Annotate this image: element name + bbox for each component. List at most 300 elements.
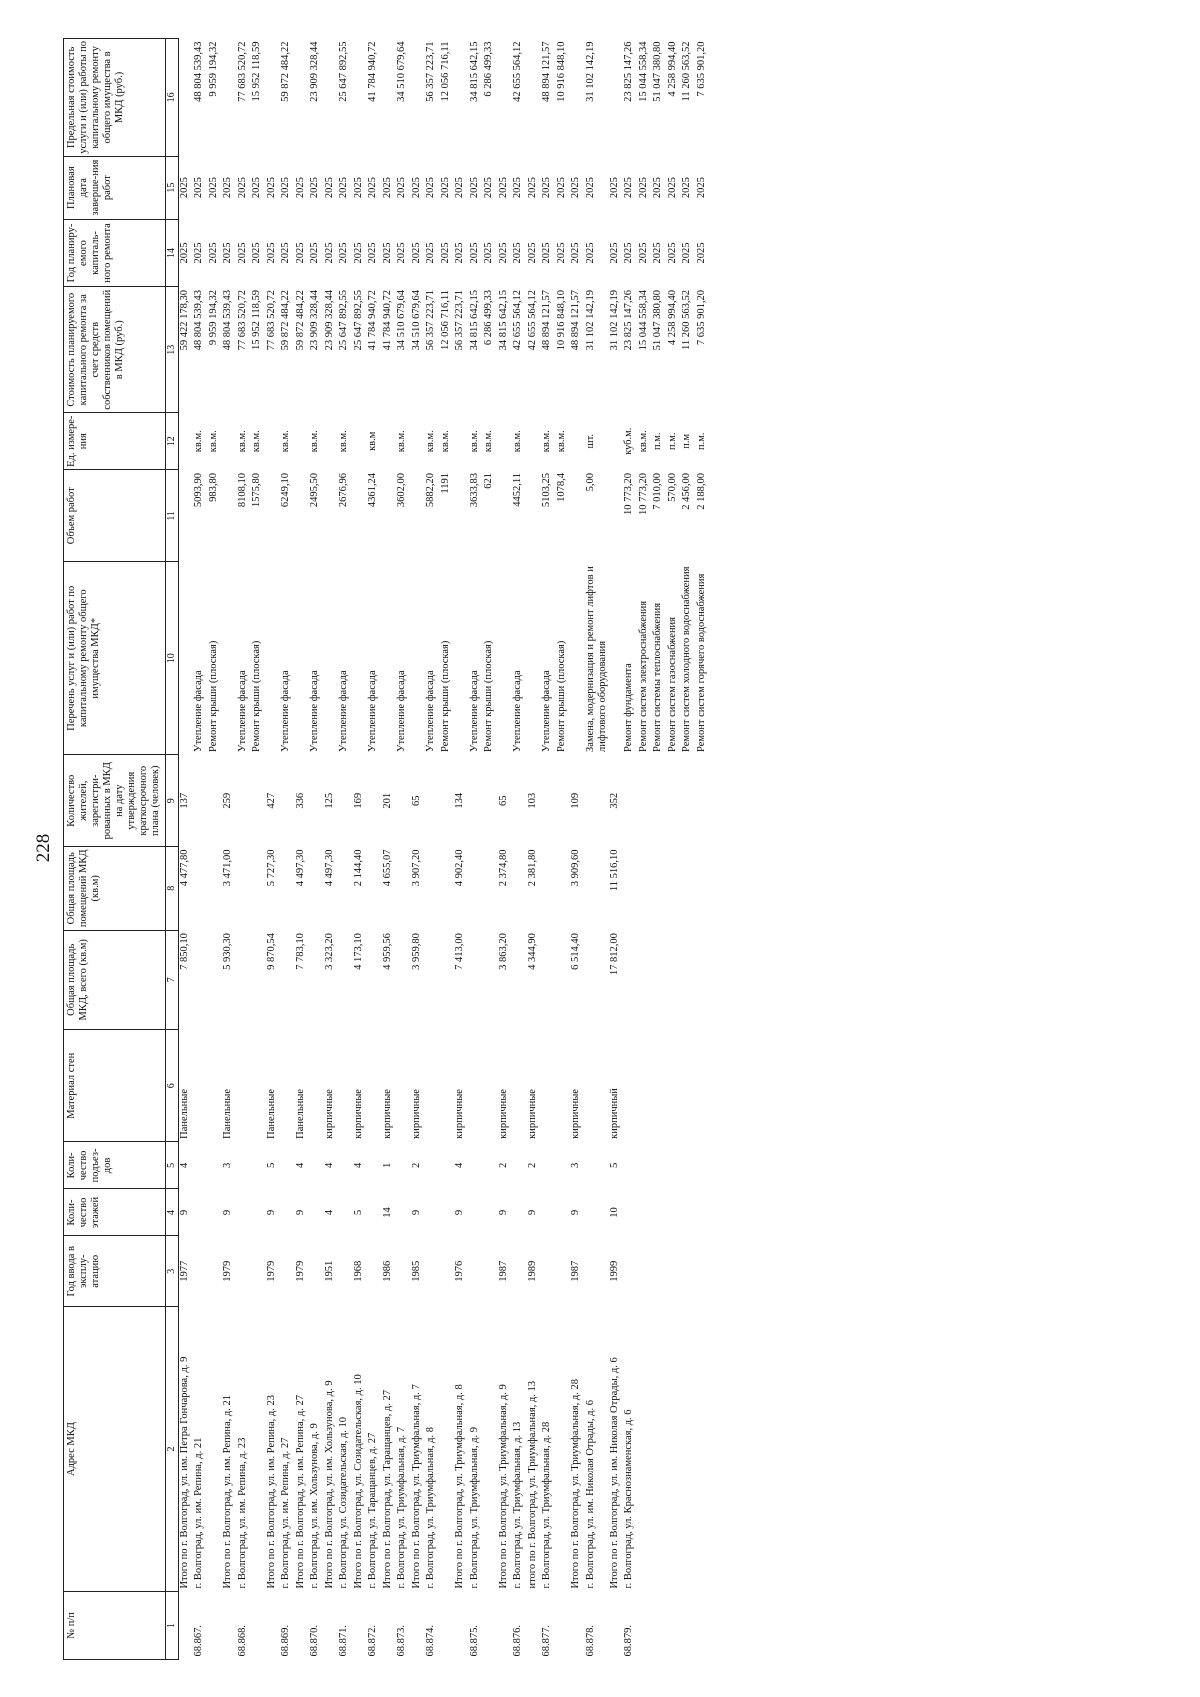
cell-residents: 65 xyxy=(497,795,509,806)
cell-area-rooms xyxy=(512,846,527,930)
cell-entrances xyxy=(208,1142,223,1189)
cell-unit xyxy=(411,412,426,470)
cell-end-date: 2025 xyxy=(338,177,349,199)
cell-work: Утепление фасада xyxy=(280,670,291,752)
cell-floors: 9 xyxy=(526,1209,538,1216)
cell-work xyxy=(527,562,542,755)
cell-floors xyxy=(208,1189,223,1236)
cell-limit-cost: 31 102 142,19 xyxy=(584,41,596,102)
table-row xyxy=(280,39,295,1660)
cell-limit-cost: 15 952 118,59 xyxy=(251,41,262,102)
cell-cost: 34 815 642,15 xyxy=(497,290,509,351)
cell-area-total xyxy=(280,930,295,1029)
cell-area-total: 3 959,80 xyxy=(410,933,422,970)
cell-cost: 42 655 564,12 xyxy=(526,290,538,351)
cell-unit xyxy=(527,412,542,470)
cell-unit: п.м. xyxy=(695,432,707,450)
cell-volume: 10 773,20 xyxy=(623,473,635,515)
cell-address xyxy=(638,1307,653,1592)
cell-wall-material xyxy=(667,1029,682,1141)
cell-residents xyxy=(623,755,638,847)
cell-plan-year: 2025 xyxy=(695,242,707,264)
cell-cost: 15 044 558,34 xyxy=(637,290,649,351)
cell-year xyxy=(638,1236,653,1307)
cell-area-total: 4 173,10 xyxy=(352,933,364,970)
table-row xyxy=(527,39,542,1660)
cell-unit: кв.м. xyxy=(396,430,407,453)
table-row xyxy=(208,39,223,1660)
cell-limit-cost xyxy=(382,39,397,157)
document-page xyxy=(25,28,1175,1668)
column-number: 11 xyxy=(165,470,178,562)
cell-floors xyxy=(309,1189,324,1236)
cell-number: 68.874. xyxy=(425,1625,436,1657)
cell-entrances xyxy=(512,1142,527,1189)
cell-plan-year: 2025 xyxy=(541,242,552,264)
cell-area-rooms: 2 374,80 xyxy=(497,849,509,887)
cell-area-total xyxy=(681,930,696,1029)
cell-entrances xyxy=(556,1142,571,1189)
cell-number xyxy=(609,1592,624,1660)
cell-number xyxy=(295,1592,310,1660)
cell-floors xyxy=(667,1189,682,1236)
cell-cost: 41 784 940,72 xyxy=(381,290,393,351)
cell-unit: кв.м. xyxy=(555,430,567,453)
cell-unit: кв.м. xyxy=(236,430,248,453)
cell-address: Итого по г. Волгоград, ул. им. Хользунова, д. 9 xyxy=(323,1380,335,1589)
cell-entrances: 5 xyxy=(608,1162,620,1169)
cell-work: Ремонт фундамента xyxy=(623,663,635,752)
cell-address: итого по г. Волгоград, ул. Триумфальная, д. 13 xyxy=(526,1381,538,1589)
cell-volume: 5093,90 xyxy=(193,473,204,508)
table-row xyxy=(454,39,469,1660)
cell-area-rooms xyxy=(396,846,411,930)
cell-wall-material: кирпичные xyxy=(352,1089,364,1139)
column-number: 3 xyxy=(165,1236,178,1307)
cell-area-total xyxy=(396,930,411,1029)
cell-residents: 103 xyxy=(526,792,538,809)
cell-number xyxy=(440,1592,455,1660)
cell-entrances xyxy=(541,1142,556,1189)
cell-entrances: 2 xyxy=(497,1162,509,1169)
cell-area-rooms xyxy=(667,846,682,930)
cell-residents xyxy=(541,755,556,847)
header-cell-year: Год ввода в эксплу-атацию xyxy=(64,1236,166,1307)
cell-area-total: 7 850,10 xyxy=(178,933,190,970)
cell-area-total xyxy=(556,930,571,1029)
cell-plan-year: 2025 xyxy=(555,242,567,264)
cell-limit-cost: 77 683 520,72 xyxy=(236,41,248,102)
cell-limit-cost: 48 804 539,43 xyxy=(193,41,204,102)
cell-end-date: 2025 xyxy=(178,177,190,199)
cell-floors: 4 xyxy=(323,1209,335,1216)
table-body xyxy=(178,39,710,1660)
table-header xyxy=(64,39,179,1660)
cell-wall-material xyxy=(556,1029,571,1141)
cell-unit xyxy=(324,412,339,470)
cell-entrances xyxy=(425,1142,440,1189)
cell-address xyxy=(696,1307,711,1592)
cell-volume: 4361,24 xyxy=(367,473,378,508)
cell-residents: 125 xyxy=(323,792,335,809)
cell-residents: 201 xyxy=(381,792,393,809)
cell-volume xyxy=(498,470,513,562)
cell-limit-cost xyxy=(324,39,339,157)
cell-area-total xyxy=(512,930,527,1029)
cell-address: Итого по г. Волгоград, ул. им. Репина, д. 21 xyxy=(222,1394,233,1589)
header-cell-end-date: Плановая дата заверше-ния работ xyxy=(64,156,166,219)
cell-volume xyxy=(570,470,585,562)
cell-area-rooms xyxy=(193,846,208,930)
cell-cost: 48 894 121,57 xyxy=(570,290,581,351)
cell-limit-cost: 12 056 716,11 xyxy=(439,41,451,102)
cell-plan-year: 2025 xyxy=(251,242,262,264)
cell-work: Утепление фасада xyxy=(468,670,480,752)
cell-wall-material xyxy=(367,1029,382,1141)
cell-entrances: 4 xyxy=(454,1162,465,1169)
cell-area-total xyxy=(309,930,324,1029)
header-cell-residents: Количество жителей, зарегистри-рованных в МКД на дату утверждения краткосрочного плана (человек) xyxy=(64,755,166,847)
cell-residents: 137 xyxy=(178,792,190,809)
cell-unit xyxy=(266,412,281,470)
cell-wall-material xyxy=(193,1029,208,1141)
cell-area-rooms xyxy=(280,846,295,930)
cell-work xyxy=(353,562,368,755)
cell-address: Итого по г. Волгоград, ул. им. Репина, д. 27 xyxy=(294,1394,306,1589)
cell-entrances xyxy=(367,1142,382,1189)
cell-number xyxy=(638,1592,653,1660)
cell-cost: 77 683 520,72 xyxy=(236,290,248,351)
cell-cost: 23 909 328,44 xyxy=(323,290,335,351)
cell-end-date: 2025 xyxy=(425,177,436,199)
cell-entrances: 3 xyxy=(222,1162,233,1169)
cell-work: Ремонт систем электроснабжения xyxy=(637,600,649,752)
cell-residents xyxy=(652,755,667,847)
table-row xyxy=(512,39,527,1660)
cell-floors xyxy=(280,1189,295,1236)
cell-volume xyxy=(609,470,624,562)
cell-area-total: 3 863,20 xyxy=(497,933,509,970)
cell-work: Замена, модернизация и ремонт лифтов и лифтового оборудования xyxy=(584,566,608,752)
cell-number xyxy=(696,1592,711,1660)
cell-end-date: 2025 xyxy=(526,177,538,199)
cell-wall-material: кирпичные xyxy=(381,1089,393,1139)
cell-end-date: 2025 xyxy=(323,177,335,199)
cell-wall-material xyxy=(638,1029,653,1141)
cell-entrances xyxy=(338,1142,353,1189)
cell-entrances: 5 xyxy=(265,1162,277,1169)
cell-area-rooms: 4 497,30 xyxy=(294,849,306,887)
cell-floors: 5 xyxy=(352,1209,364,1216)
table-row xyxy=(367,39,382,1660)
cell-address: г. Волгоград, ул. Триумфальная, д. 7 xyxy=(396,1426,407,1589)
cell-address: г. Волгоград, ул. Триумфальная, д. 13 xyxy=(512,1421,523,1589)
header-cell-limit-cost: Предельная стоимость услуги и (или) работы по капитальному ремонту общего имущества в МКД (руб.) xyxy=(64,39,166,157)
cell-unit xyxy=(353,412,368,470)
cell-volume: 621 xyxy=(483,473,494,489)
cell-year xyxy=(696,1236,711,1307)
cell-entrances xyxy=(667,1142,682,1189)
cell-residents xyxy=(696,755,711,847)
cell-entrances xyxy=(280,1142,295,1189)
cell-address: г. Волгоград, ул. Триумфальная, д. 8 xyxy=(425,1426,436,1589)
cell-number xyxy=(556,1592,571,1660)
cell-address xyxy=(483,1307,498,1592)
cell-year xyxy=(667,1236,682,1307)
cell-area-rooms: 4 477,80 xyxy=(178,849,190,887)
cell-floors xyxy=(251,1189,266,1236)
cell-work: Утепление фасада xyxy=(309,670,320,752)
cell-floors: 14 xyxy=(381,1207,393,1218)
cell-work: Утепление фасада xyxy=(338,670,349,752)
cell-limit-cost xyxy=(609,39,624,157)
cell-cost: 31 102 142,19 xyxy=(608,290,620,351)
cell-wall-material xyxy=(512,1029,527,1141)
cell-volume: 5882,20 xyxy=(425,473,436,508)
cell-work xyxy=(411,562,426,755)
cell-floors: 9 xyxy=(497,1209,509,1216)
cell-residents xyxy=(237,755,252,847)
cell-wall-material xyxy=(208,1029,223,1141)
table-row xyxy=(396,39,411,1660)
table-row xyxy=(295,39,310,1660)
cell-floors: 9 xyxy=(222,1209,233,1216)
cell-plan-year: 2025 xyxy=(280,242,291,264)
cell-end-date: 2025 xyxy=(584,177,596,199)
cell-number xyxy=(353,1592,368,1660)
cell-volume: 983,80 xyxy=(207,473,219,502)
cell-wall-material xyxy=(440,1029,455,1141)
cell-wall-material: Панельные xyxy=(294,1089,306,1139)
cell-residents xyxy=(367,755,382,847)
cell-wall-material xyxy=(280,1029,295,1141)
cell-plan-year: 2025 xyxy=(207,242,219,264)
cell-floors: 9 xyxy=(265,1209,277,1216)
cell-volume: 6249,10 xyxy=(280,473,291,508)
cell-work: Утепление фасада xyxy=(396,670,407,752)
table-row xyxy=(469,39,484,1660)
cell-area-rooms xyxy=(556,846,571,930)
cell-entrances: 2 xyxy=(410,1162,422,1169)
cell-cost: 25 647 892,55 xyxy=(352,290,364,351)
cell-volume: 2495,50 xyxy=(309,473,320,508)
cell-volume xyxy=(353,470,368,562)
cell-volume: 10 773,20 xyxy=(637,473,649,515)
table-row xyxy=(309,39,324,1660)
cell-unit: кв.м. xyxy=(468,430,480,453)
cell-end-date: 2025 xyxy=(623,177,635,199)
cell-cost: 51 047 380,80 xyxy=(652,290,664,351)
cell-year: 1977 xyxy=(178,1260,190,1282)
cell-entrances: 3 xyxy=(570,1162,581,1169)
cell-wall-material: кирпичные xyxy=(454,1089,465,1139)
cell-wall-material: Панельные xyxy=(222,1089,233,1139)
cell-end-date: 2025 xyxy=(251,177,262,199)
cell-work xyxy=(382,562,397,755)
cell-cost: 56 357 223,71 xyxy=(425,290,436,351)
cell-wall-material xyxy=(425,1029,440,1141)
cell-residents xyxy=(440,755,455,847)
header-cell-address: Адрес МКД xyxy=(64,1307,166,1592)
cell-number xyxy=(483,1592,498,1660)
cell-year xyxy=(483,1236,498,1307)
cell-limit-cost: 59 872 484,22 xyxy=(280,41,291,102)
cell-entrances: 1 xyxy=(381,1162,393,1169)
cell-end-date: 2025 xyxy=(468,177,480,199)
cell-volume: 4452,11 xyxy=(512,473,523,507)
cell-floors xyxy=(541,1189,556,1236)
cell-address: Итого по г. Волгоград, ул. Триумфальная, д. 7 xyxy=(410,1384,422,1589)
cell-limit-cost: 48 894 121,57 xyxy=(541,41,552,102)
cell-area-rooms xyxy=(652,846,667,930)
cell-area-total xyxy=(440,930,455,1029)
cell-area-total xyxy=(251,930,266,1029)
cell-address: Итого по г. Волгоград, ул. Триумфальная, д. 9 xyxy=(497,1384,509,1589)
cell-number xyxy=(222,1592,237,1660)
cell-work: Ремонт крыши (плоская) xyxy=(483,640,494,752)
cell-year xyxy=(237,1236,252,1307)
cell-residents xyxy=(681,755,696,847)
cell-end-date: 2025 xyxy=(236,177,248,199)
column-number: 14 xyxy=(165,219,178,287)
cell-volume: 1575,80 xyxy=(251,473,262,508)
cell-unit xyxy=(222,412,237,470)
cell-unit xyxy=(609,412,624,470)
cell-unit: п.м xyxy=(681,433,693,449)
cell-volume xyxy=(411,470,426,562)
cell-cost: 56 357 223,71 xyxy=(454,290,465,351)
cell-volume xyxy=(266,470,281,562)
cell-wall-material: кирпичные xyxy=(410,1089,422,1139)
cell-plan-year: 2025 xyxy=(681,242,693,264)
cell-wall-material xyxy=(696,1029,711,1141)
cell-area-total: 17 812,00 xyxy=(608,933,620,976)
cell-wall-material: кирпичные xyxy=(497,1089,509,1139)
cell-floors xyxy=(512,1189,527,1236)
cell-floors: 9 xyxy=(178,1209,190,1216)
cell-end-date: 2025 xyxy=(608,177,620,199)
cell-area-total: 5 930,30 xyxy=(222,933,233,970)
header-cell-works: Перечень услуг и (или) работ по капитальному ремонту общего имущества МКД* xyxy=(64,562,166,755)
cell-unit: кв.м. xyxy=(439,430,451,453)
cell-end-date: 2025 xyxy=(396,177,407,199)
cell-number: 68.877. xyxy=(541,1625,552,1657)
cell-volume: 2 456,00 xyxy=(681,473,693,510)
cell-unit: п.м. xyxy=(666,432,678,450)
cell-entrances: 4 xyxy=(323,1162,335,1169)
cell-number xyxy=(667,1592,682,1660)
cell-address: г. Волгоград, ул. Триумфальная, д. 28 xyxy=(541,1421,552,1589)
cell-residents xyxy=(469,755,484,847)
column-number: 9 xyxy=(165,755,178,847)
cell-entrances xyxy=(696,1142,711,1189)
repair-plan-table xyxy=(63,38,710,1660)
cell-wall-material xyxy=(541,1029,556,1141)
cell-year xyxy=(469,1236,484,1307)
cell-unit: кв.м. xyxy=(207,430,219,453)
cell-volume xyxy=(295,470,310,562)
cell-work: Ремонт крыши (плоская) xyxy=(555,640,567,752)
cell-limit-cost: 25 647 892,55 xyxy=(338,41,349,102)
cell-area-rooms: 3 907,20 xyxy=(410,849,422,887)
cell-volume: 3633,83 xyxy=(468,473,480,508)
header-cell-area-rooms: Общая площадь помещений МКД (кв.м) xyxy=(64,846,166,930)
cell-plan-year: 2025 xyxy=(396,242,407,264)
cell-number xyxy=(208,1592,223,1660)
cell-year xyxy=(425,1236,440,1307)
cell-cost: 15 952 118,59 xyxy=(251,290,262,350)
cell-area-rooms xyxy=(483,846,498,930)
cell-residents xyxy=(338,755,353,847)
cell-residents: 134 xyxy=(454,792,465,809)
cell-cost: 11 260 563,52 xyxy=(681,290,693,350)
cell-area-rooms xyxy=(425,846,440,930)
cell-residents xyxy=(425,755,440,847)
cell-number: 68.873. xyxy=(396,1625,407,1657)
cell-plan-year: 2025 xyxy=(309,242,320,264)
cell-floors xyxy=(193,1189,208,1236)
cell-number xyxy=(498,1592,513,1660)
cell-address: г. Волгоград, ул. им. Репина, д. 23 xyxy=(236,1437,248,1589)
cell-wall-material xyxy=(681,1029,696,1141)
cell-area-rooms xyxy=(681,846,696,930)
cell-year xyxy=(585,1236,609,1307)
cell-year: 1979 xyxy=(294,1260,306,1282)
cell-limit-cost: 23 909 328,44 xyxy=(309,41,320,102)
cell-residents xyxy=(396,755,411,847)
cell-address: г. Волгоград, ул. Триумфальная, д. 9 xyxy=(468,1426,480,1589)
cell-wall-material: кирпичный xyxy=(608,1088,620,1139)
cell-residents xyxy=(193,755,208,847)
cell-work: Утепление фасада xyxy=(541,670,552,752)
cell-cost: 9 959 194,32 xyxy=(207,290,219,346)
header-cell-wall-material: Материал стен xyxy=(64,1029,166,1141)
cell-limit-cost xyxy=(178,39,193,157)
cell-volume: 7 010,00 xyxy=(652,473,664,510)
cell-year xyxy=(251,1236,266,1307)
cell-plan-year: 2025 xyxy=(526,242,538,264)
cell-cost: 59 422 178,30 xyxy=(178,290,190,351)
cell-wall-material: Панельные xyxy=(178,1089,190,1139)
cell-area-rooms: 2 381,80 xyxy=(526,849,538,887)
cell-end-date: 2025 xyxy=(280,177,291,199)
cell-work xyxy=(570,562,585,755)
cell-end-date: 2025 xyxy=(652,177,664,199)
cell-area-rooms: 11 516,10 xyxy=(608,849,620,892)
page-number: 228 xyxy=(33,833,54,863)
cell-floors xyxy=(237,1189,252,1236)
cell-floors xyxy=(440,1189,455,1236)
cell-plan-year: 2025 xyxy=(381,242,393,264)
cell-unit: кв.м. xyxy=(280,430,291,453)
cell-year: 1986 xyxy=(381,1260,393,1282)
cell-plan-year: 2025 xyxy=(236,242,248,264)
cell-entrances xyxy=(585,1142,609,1189)
cell-address: г. Волгоград, ул. им. Хользунова, д. 9 xyxy=(309,1423,320,1589)
cell-residents: 109 xyxy=(570,792,581,809)
table-row xyxy=(440,39,455,1660)
cell-unit: кв.м. xyxy=(338,430,349,453)
column-number-row xyxy=(165,39,178,1660)
cell-wall-material xyxy=(237,1029,252,1141)
cell-year: 1968 xyxy=(352,1260,364,1282)
cell-entrances: 4 xyxy=(352,1162,364,1169)
cell-limit-cost: 11 260 563,52 xyxy=(681,41,693,102)
cell-year xyxy=(440,1236,455,1307)
column-number: 8 xyxy=(165,846,178,930)
cell-work xyxy=(178,562,193,755)
table-row xyxy=(696,39,711,1660)
